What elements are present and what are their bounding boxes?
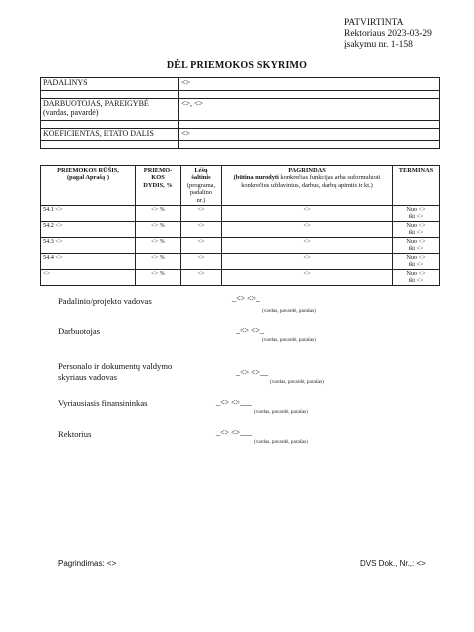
unit-value[interactable]: <> [179, 78, 440, 91]
bonus-row: 54.3 <> <> % <> <> Nuo <> iki <> [41, 238, 440, 254]
info-table [40, 77, 440, 149]
coefficient-label: KOEFICIENTAS, ETATO DALIS [41, 129, 179, 141]
employee-value[interactable]: <>, <> [179, 99, 440, 121]
signature-label-rector: Rektorius [58, 429, 92, 439]
signature-line-rector[interactable]: _<> <>___ [216, 428, 253, 437]
signature-line-unit-head[interactable]: _<> <>_ [232, 294, 261, 303]
signature-caption: (vardas, pavardė, parašas) [254, 409, 308, 415]
approval-rector-date: Rektoriaus 2023-03-29 [344, 29, 432, 39]
col-header-source: Lėšų šaltinis (programa, padalino nr.) [181, 166, 222, 206]
employee-sublabel: (vardas, pavardė) [43, 108, 99, 117]
footer-dvs-number: DVS Dok., Nr.,: <> [360, 559, 426, 568]
signature-line-chief-accountant[interactable]: _<> <>___ [216, 398, 253, 407]
signature-label-chief-accountant: Vyriausiasis finansininkas [58, 398, 148, 408]
col-header-size: PRIEMO- KOS DYDIS, % [136, 166, 181, 206]
bonus-header-row [41, 166, 440, 206]
signature-label-unit-head: Padalinio/projekto vadovas [58, 296, 152, 306]
col-header-type: PRIEMOKOS RŪŠIS, (pagal Aprašą ) [41, 166, 136, 206]
info-row-employee [41, 99, 440, 121]
bonus-table [40, 165, 440, 286]
info-row-spacer [41, 91, 440, 99]
info-row-spacer [41, 121, 440, 129]
bonus-row: 54.4 <> <> % <> <> Nuo <> iki <> [41, 254, 440, 270]
bonus-row: 54.1 <> <> % <> <> Nuo <> iki <> [41, 206, 440, 222]
signature-line-hr[interactable]: _<> <>__ [236, 368, 269, 377]
approval-title: PATVIRTINTA [344, 18, 404, 28]
info-row-spacer [41, 141, 440, 149]
signature-label-hr: Personalo ir dokumentų valdymo skyriaus vadovas [58, 361, 173, 382]
col-header-basis: PAGRINDAS (būtina nurodyti konkrečias funkcijas arba suformuluoti konkrečius uždavinius, darbus, darbų apimtis ir kt.) [222, 166, 393, 206]
unit-label: PADALINYS [41, 78, 179, 91]
info-row-coefficient [41, 129, 440, 141]
col-header-term: TERMINAS [393, 166, 440, 206]
approval-order-number: įsakymu nr. 1-158 [344, 40, 413, 50]
signature-caption: (vardas, pavardė, parašas) [262, 337, 316, 343]
signature-caption: (vardas, pavardė, parašas) [262, 308, 316, 314]
approval-block [344, 18, 432, 51]
signature-caption: (vardas, pavardė, parašas) [254, 439, 308, 445]
footer-justification: Pagrindimas: <> [58, 559, 117, 568]
employee-label-cell [41, 99, 179, 121]
bonus-row: 54.2 <> <> % <> <> Nuo <> iki <> [41, 222, 440, 238]
employee-label: DARBUOTOJAS, PAREIGYBĖ [43, 99, 149, 108]
document-title: DĖL PRIEMOKOS SKYRIMO [166, 60, 308, 71]
signature-caption: (vardas, pavardė, parašas) [270, 379, 324, 385]
signature-label-employee: Darbuotojas [58, 326, 101, 336]
signature-line-employee[interactable]: _<> <>_ [236, 326, 265, 335]
info-row-unit [41, 78, 440, 91]
coefficient-value[interactable]: <> [179, 129, 440, 141]
bonus-row: <> <> % <> <> Nuo <> iki <> [41, 270, 440, 286]
